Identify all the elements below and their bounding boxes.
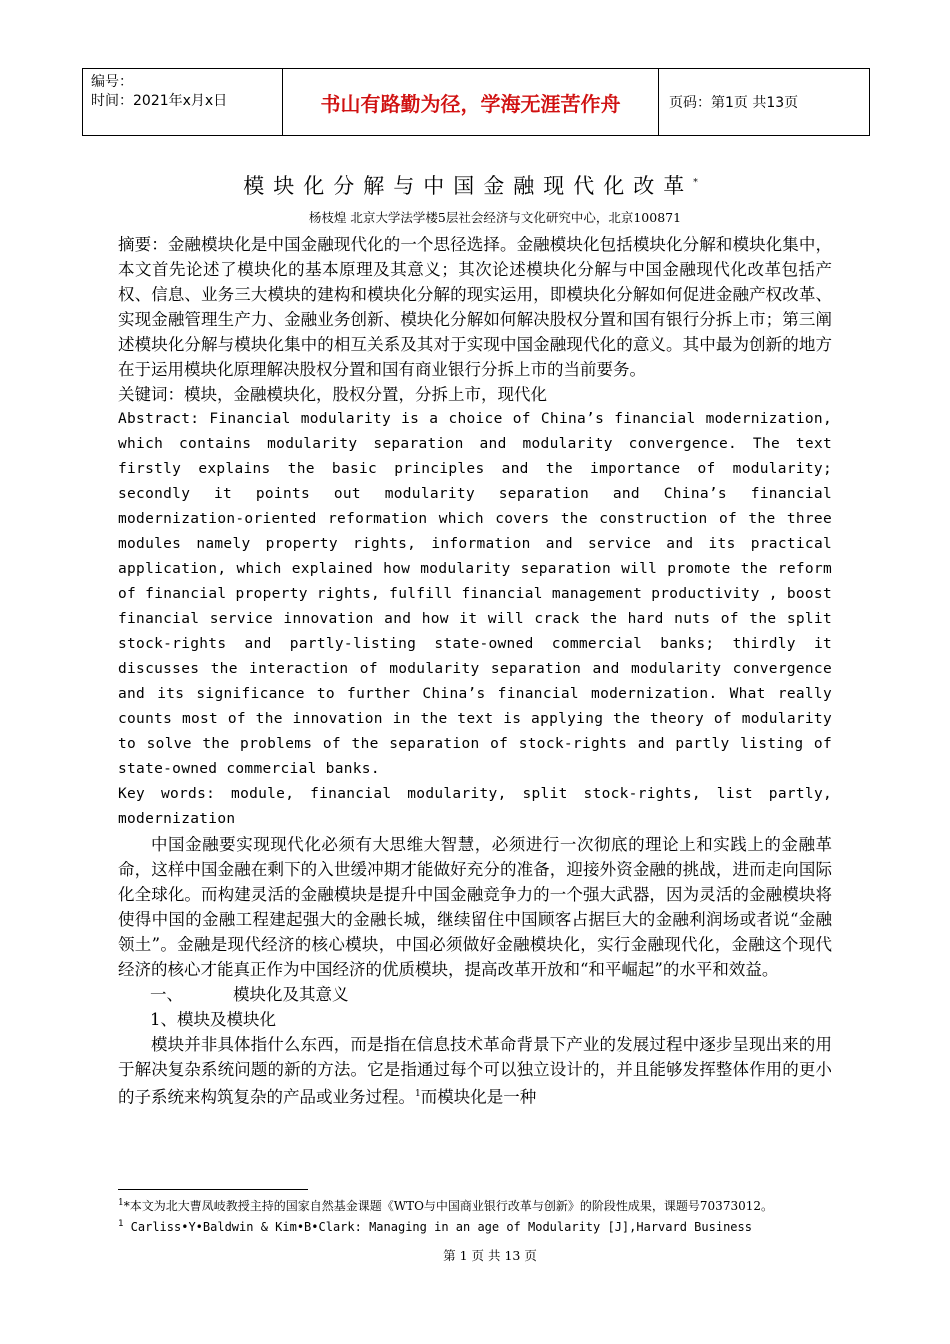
keywords-zh: 关键词：模块，金融模块化，股权分置，分拆上市，现代化: [118, 385, 547, 404]
section-number: 一、: [150, 985, 183, 1004]
subsection-heading: 1、模块及模块化: [150, 1010, 276, 1029]
title-footnote-mark: *: [693, 178, 707, 188]
intro-paragraph: 中国金融要实现现代化必须有大思维大智慧，必须进行一次彻底的理论上和实践上的金融革命，这样中国金融在剩下的入世缓冲期才能做好充分的准备，迎接外资金融的挑战，进而走向国际化全球化。而构建灵活的金融模块是提升中国金融竞争力的一个强大武器，因为灵活的金融模块将使得中国的金融工程建起强大的金融长城，继续留住中国顾客占据巨大的金融利润场或者说“金融领土”。金融是现代经济的核心模块，中国必须做好金融模块化，实行金融现代化，金融这个现代经济的核心才能真正作为中国经济的优质模块，提高改革开放和“和平崛起”的水平和效益。: [118, 835, 832, 979]
footnote-2: [118, 1215, 832, 1236]
footnotes: [118, 1194, 832, 1236]
number-label: 编号：: [91, 74, 133, 90]
abstract-zh: 摘要：金融模块化是中国金融现代化的一个思径选择。金融模块化包括模块化分解和模块化集中，本文首先论述了模块化的基本原理及其意义；其次论述模块化分解与中国金融现代化改革包括产权、信息、业务三大模块的建构和模块化分解的现实运用，即模块化分解如何促进金融产权改革、实现金融管理生产力、金融业务创新、模块化分解如何解决股权分置和国有银行分拆上市；第三阐述模块化分解与模块化集中的相互关系及其对于实现中国金融现代化的意义。其中最为创新的地方在于运用模块化原理解决股权分置和国有商业银行分拆上市的当前要务。: [118, 235, 832, 379]
abstract-en: Abstract: Financial modularity is a choice of China’s financial modernization, which contains modularity separation and modularity convergence. The text firstly explains the basic principles and the importance of modularity; secondly it points out modularity separation and China’s financial modernization-oriented reformation which covers the construction of the three modules namely property rights, information and service and its practical application, which explained how modularity separation will promote the reform of financial property rights, fulfill financial management productivity , boost financial service innovation and how it will crack the hard nuts of the split stock-rights and partly-listing state-owned commercial banks; thirdly it discusses the interaction of modularity separation and modularity convergence and its significance to further China’s financial modernization. What really counts most of the innovation in the text is applying the theory of modularity to solve the problems of the separation of stock-rights and partly listing of state-owned commercial banks.: [118, 411, 832, 777]
article-title-text: 模块化分解与中国金融现代化改革: [243, 174, 694, 198]
keywords-en: Key words: module, financial modularity, split stock-rights, list partly, modernization: [118, 786, 832, 827]
page-footer: 第 1 页 共 13 页: [443, 1248, 537, 1263]
footnote-1-text: *本文为北大曹凤岐教授主持的国家自然基金课题《WTO与中国商业银行改革与创新》的阶段性成果，课题号70373012。: [123, 1199, 773, 1213]
author-affiliation: 杨枝煌 北京大学法学楼5层社会经济与文化研究中心，北京100871: [308, 210, 682, 225]
header-left-cell: [83, 69, 283, 135]
paragraph-modules: [118, 1032, 832, 1110]
time-label: 时间：2021年x月x日: [91, 93, 228, 109]
section-title: 模块化及其意义: [233, 985, 349, 1004]
footnote-2-text: Carliss•Y•Baldwin & Kim•B•Clark: Managing in an age of Modularity [J],Harvard Business: [130, 1220, 752, 1234]
article-body: [118, 232, 832, 1110]
footnote-1-mark: 1: [118, 1198, 124, 1208]
page-info: 页码：第1页 共13页: [669, 95, 799, 111]
paragraph-modules-tail: 而模块化是一种: [420, 1087, 537, 1107]
article-title: [0, 170, 950, 200]
footnote-divider: [118, 1189, 308, 1190]
paragraph-modules-main: 模块并非具体指什么东西，而是指在信息技术革命背景下产业的发展过程中逐步呈现出来的用于解决复杂系统问题的新的方法。它是指通过每个可以独立设计的，并且能够发挥整体作用的更小的子系统来构筑复杂的产品或业务过程。: [118, 1035, 832, 1107]
header-table: [82, 68, 870, 136]
reference-mark: 1: [415, 1089, 421, 1099]
motto: 书山有路勤为径，学海无涯苦作舟: [283, 69, 659, 135]
footnote-2-mark: 1: [118, 1219, 124, 1229]
footnote-1: [118, 1194, 832, 1215]
section-heading: [118, 982, 832, 1007]
